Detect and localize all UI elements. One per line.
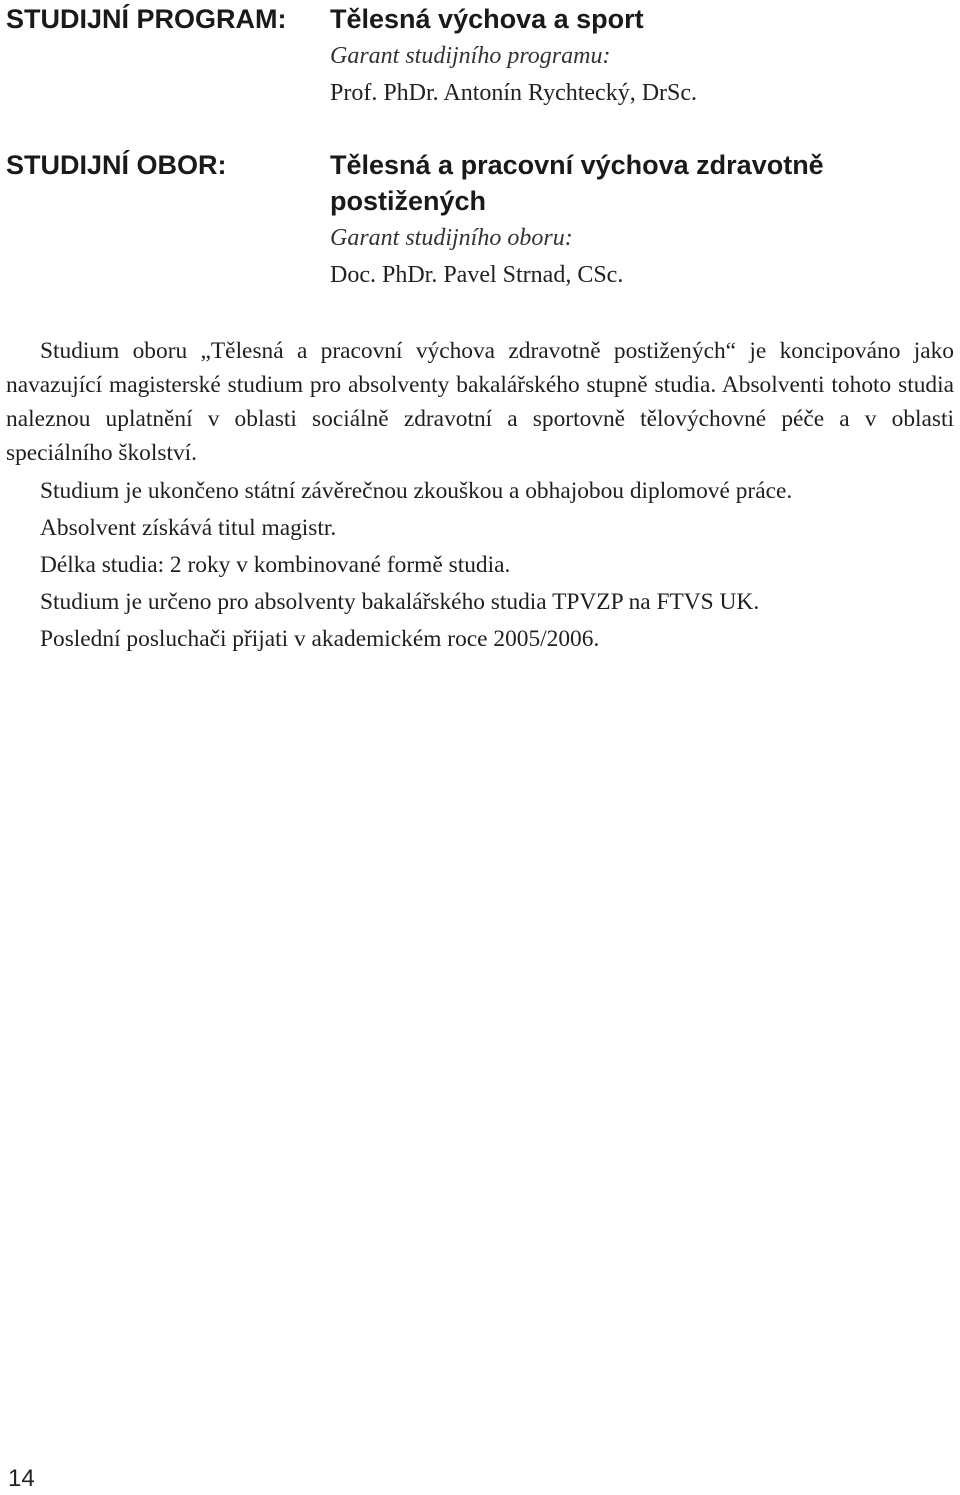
body-line-duration: Délka studia: 2 roky v kombinované formě studia. bbox=[40, 552, 511, 578]
page-number: 14 bbox=[8, 1465, 35, 1492]
body-line-completion: Studium je ukončeno státní závěrečnou zkouškou a obhajobou diplomové práce. bbox=[40, 478, 793, 504]
body-line-degree: Absolvent získává titul magistr. bbox=[40, 515, 337, 541]
program-title: Tělesná výchova a sport bbox=[330, 4, 644, 34]
obor-info bbox=[330, 147, 950, 294]
body-text bbox=[6, 334, 954, 659]
obor-garant-name: Doc. PhDr. Pavel Strnad, CSc. bbox=[330, 262, 624, 288]
program-label: STUDIJNÍ PROGRAM: bbox=[6, 4, 287, 34]
program-garant-label: Garant studijního programu: bbox=[330, 43, 611, 69]
body-line-last-admission: Poslední posluchači přijati v akademickém roce 2005/2006. bbox=[40, 626, 600, 652]
body-paragraph: Studium oboru „Tělesná a pracovní výchova zdravotně postižených“ je koncipováno jako navazující magisterské studium pro absolventy bakalářského stupně studia. Absolventi tohoto studia naleznou uplatnění v oblasti sociálně zdravotní a sportovně tělovýchovné péče a v oblasti speciálního školství. bbox=[6, 338, 954, 466]
program-garant-name: Prof. PhDr. Antonín Rychtecký, DrSc. bbox=[330, 80, 698, 106]
body-line-audience: Studium je určeno pro absolventy bakalářského studia TPVZP na FTVS UK. bbox=[40, 589, 760, 615]
program-info bbox=[330, 1, 950, 112]
obor-label: STUDIJNÍ OBOR: bbox=[6, 150, 227, 180]
obor-garant-label: Garant studijního oboru: bbox=[330, 225, 573, 251]
obor-title: Tělesná a pracovní výchova zdravotně postižených bbox=[330, 150, 824, 216]
